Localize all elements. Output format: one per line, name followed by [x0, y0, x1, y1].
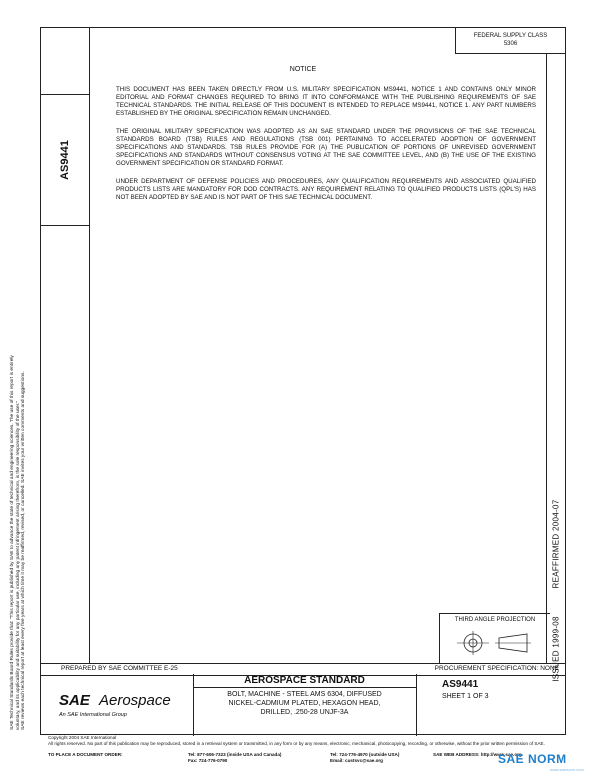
document-number-box [41, 94, 89, 226]
watermark-text: SAE NORM [498, 752, 567, 766]
supply-class-label: FEDERAL SUPPLY CLASS [473, 33, 548, 39]
procurement-specification: PROCUREMENT SPECIFICATION: NONE [434, 665, 559, 672]
description-line: NICKEL-CADMIUM PLATED, HEXAGON HEAD, [228, 700, 381, 707]
document-frame [40, 27, 566, 735]
notice-body [116, 86, 536, 212]
prepared-by: PREPARED BY SAE COMMITTEE E-25 [61, 665, 178, 672]
notice-paragraph: UNDER DEPARTMENT OF DEFENSE POLICIES AND PROCEDURES, ANY QUALIFICATION REQUIREMENTS AND ASSOCIATED QUALIFIED PRODUCTS LISTS ARE MANDATORY FOR DOD CONTRACTS. ANY REQUIREMENT RELATING TO QUALIFIED PRODUCTS LISTS (QPL'S) HAS NOT BEEN ADOPTED BY SAE AND IS NOT PART OF THIS SAE TECHNICAL DOCUMENT. [116, 178, 536, 201]
right-side-strip [546, 54, 565, 682]
left-side-strip [41, 28, 90, 663]
web-address[interactable]: SAE WEB ADDRESS: http://www.sae.org [433, 752, 522, 757]
issued-date: ISSUED 1999-08 [551, 616, 561, 682]
copyright: Copyright 2004 SAE International [48, 735, 117, 740]
description-line: DRILLED, .250-28 UNJF-3A [260, 709, 349, 716]
standard-cell [193, 674, 417, 736]
supply-class-value: 5306 [503, 41, 518, 47]
logo-aerospace-text: Aerospace [99, 692, 171, 709]
document-number-vertical: AS9441 [59, 140, 71, 180]
notice-title: NOTICE [289, 66, 317, 73]
order-label: TO PLACE A DOCUMENT ORDER: [48, 752, 123, 757]
notice-paragraph: THE ORIGINAL MILITARY SPECIFICATION WAS ADOPTED AS AN SAE STANDARD UNDER THE PROVISIONS OF THE SAE TECHNICAL STANDARDS BOARD (TSB) RULES AND REGULATIONS (TSB 001) PERTAINING TO ACCELERATED ADOPTION OF GOVERNMENT SPECIFICATIONS AND STANDARDS. TSB RULES PROVIDE FOR (A) THE PUBLICATION OF PORTIONS OF UNREVISED GOVERNMENT SPECIFICATIONS AND STANDARDS WITHOUT CONSENSUS VOTING AT THE SAE COMMITTEE LEVEL, AND (B) THE USE OF THE EXISTING GOVERNMENT SPECIFICATION OR STANDARD FORMAT. [116, 128, 536, 167]
document-number: AS9441 [442, 679, 479, 690]
disclaimer-line: SAE Technical Standards Board Rules provide that: "This report is published by SAE to advance the state of technical and engineering sciences. The use of this report is entirely [10, 355, 15, 730]
standard-title: AEROSPACE STANDARD [193, 674, 416, 688]
projection-symbol-icon [455, 628, 535, 658]
watermark-subtext: www.saenorm.com [550, 767, 584, 772]
third-angle-projection [439, 613, 550, 664]
sheet-number: SHEET 1 OF 3 [442, 693, 489, 700]
disclaimer-line: SAE reviews each technical report at least every five years at which time it may be reaffirmed, revised, or cancelled. SAE invites your written comments and suggestions. [21, 371, 27, 730]
email-address[interactable]: Email: custsvc@sae.org [330, 758, 383, 763]
sae-aerospace-logo [41, 674, 194, 736]
third-angle-label: THIRD ANGLE PROJECTION [454, 617, 536, 623]
disclaimer-line: voluntary, and its applicability and suitability for any particular use, including any patent infringement arising therefrom, is the sole responsibility of the user." [15, 400, 21, 730]
fax-number: Fax: 724-776-0790 [188, 758, 228, 763]
phone-inside-usa: Tel: 877-606-7323 (inside USA and Canada) [188, 752, 282, 757]
reaffirmed-date: REAFFIRMED 2004-07 [551, 499, 561, 589]
document-number-cell [416, 674, 565, 736]
standard-description [193, 690, 416, 717]
phone-outside-usa: Tel: 724-776-4970 (outside USA) [330, 752, 400, 757]
logo-sae-text: SAE [59, 692, 90, 709]
rights-notice: All rights reserved. No part of this publication may be reproduced, stored in a retrieval system or transmitted, in any form or by any means, electronic, mechanical, photocopying, recording, or otherwise, without the prior written permission of SAE. [48, 741, 545, 746]
description-line: BOLT, MACHINE - STEEL AMS 6304, DIFFUSED [227, 691, 382, 698]
notice-paragraph: THIS DOCUMENT HAS BEEN TAKEN DIRECTLY FROM U.S. MILITARY SPECIFICATION MS9441, NOTICE 1 AND CONTAINS ONLY MINOR EDITORIAL AND FORMAT CHANGES REQUIRED TO BRING IT INTO CONFORMANCE WITH THE PUBLISHING REQUIREMENTS OF SAE TECHNICAL STANDARDS. THE INITIAL RELEASE OF THIS DOCUMENT IS INTENDED TO REPLACE MS9441, NOTICE 1. ANY PART NUMBERS ESTABLISHED BY THE ORIGINAL SPECIFICATION REMAIN UNCHANGED. [116, 86, 536, 117]
title-block [41, 674, 565, 736]
logo-subtitle: An SAE International Group [59, 712, 127, 718]
federal-supply-class [455, 28, 565, 54]
sae-disclaimer [10, 355, 30, 730]
